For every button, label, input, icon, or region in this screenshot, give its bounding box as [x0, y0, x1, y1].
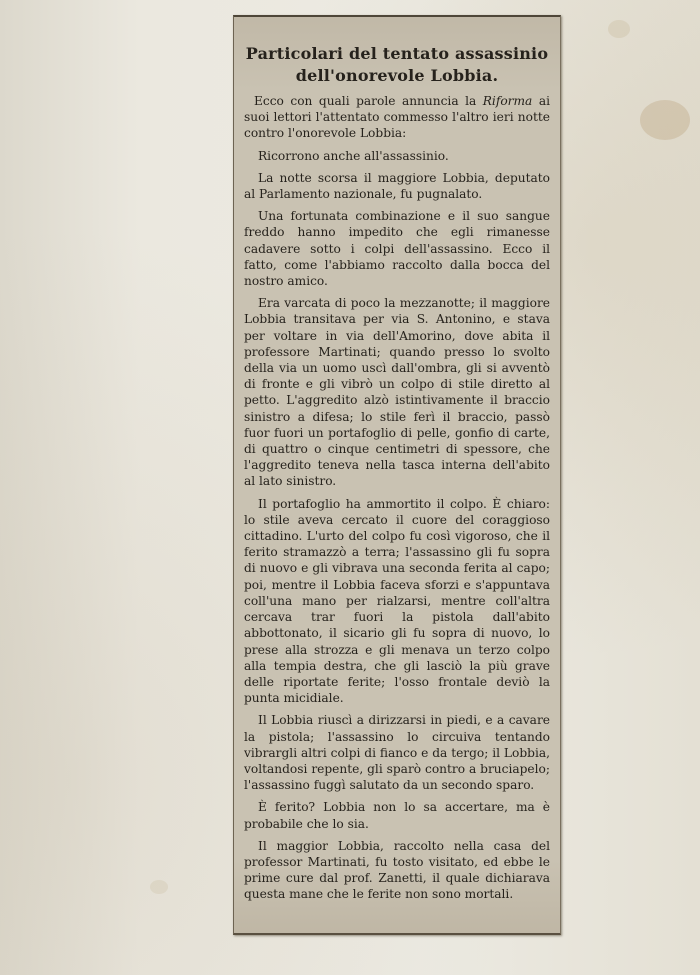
- paragraph: Una fortunata combinazione e il suo sangue freddo hanno impedito che egli rimanesse cadavere sotto i colpi dell'assassino. Ecco il fatto, come l'abbiamo raccolto dalla bocca del nostro amico.: [244, 209, 550, 289]
- paragraph: Il maggior Lobbia, raccolto nella casa del professor Martinati, fu tosto visitato, ed ebbe le prime cure dal prof. Zanetti, il quale dichiarava questa mane che le ferite non sono mortali.: [244, 838, 550, 902]
- paragraph: Il portafoglio ha ammortito il colpo. È chiaro: lo stile aveva cercato il cuore del coraggioso cittadino. L'urto del colpo fu così vigoroso, che il ferito stramazzò a terra; l'assassino gli fu sopra di nuovo e gli vibrava una seconda ferita al capo; poi, mentre il Lobbia faceva sforzi e s'appuntava coll'una mano per rialzarsi, mentre coll'altra cercava trar fuori la pistola dall'abito abbottonato, il sicario gli fu sopra di nuovo, lo prese alla strozza e gli menava un terzo colpo alla tempia destra, che gli lasciò la più grave delle riportate ferite; l'osso frontale deviò la punta micidiale.: [244, 496, 550, 706]
- article-title-line-2: dell'onorevole Lobbia.: [295, 66, 499, 85]
- paragraph: La notte scorsa il maggiore Lobbia, deputato al Parlamento nazionale, fu pugnalato.: [244, 170, 550, 202]
- newspaper-name: Riforma: [482, 94, 533, 108]
- article-title: [244, 43, 550, 87]
- paper-stain: [640, 100, 690, 140]
- article-body: [244, 93, 550, 903]
- paragraph-intro: [244, 93, 550, 142]
- paragraph: È ferito? Lobbia non lo sa accertare, ma è probabile che lo sia.: [244, 800, 550, 831]
- paper-stain: [608, 20, 630, 38]
- paragraph-intro-text-end: ai suoi lettori l'attentato commesso l'altro ieri notte contro l'onorevole Lobbia:: [244, 94, 550, 141]
- newspaper-clipping: [233, 15, 561, 935]
- paragraph: Ricorrono anche all'assassinio.: [258, 148, 449, 163]
- paper-stain: [150, 880, 168, 894]
- paragraph: Era varcata di poco la mezzanotte; il maggiore Lobbia transitava per via S. Antonino, e stava per voltare in via dell'Amorino, dove abita il professore Martinati; quando presso lo svolto della via un uomo uscì dall'ombra, gli si avventò di fronte e gli vibrò un colpo di stile diretto al petto. L'aggredito alzò istintivamente il braccio sinistro a difesa; lo stile ferì il braccio, passò fuor fuori un portafoglio di pelle, gonfio di carte, di quattro o cinque centimetri di spessore, che l'aggredito teneva nella tasca interna dell'abito al lato sinistro.: [244, 296, 550, 489]
- paragraph: Il Lobbia riuscì a dirizzarsi in piedi, e a cavare la pistola; l'assassino lo circuiva tentando vibrargli altri colpi di fianco e da tergo; il Lobbia, voltandosi repente, gli sparò contro a bruciapelo; l'assassino fuggì salutato da un secondo sparo.: [244, 713, 550, 793]
- paragraph-intro-text: Ecco con quali parole annuncia la: [254, 94, 483, 108]
- article-title-line-1: Particolari del tentato assassinio: [245, 44, 549, 63]
